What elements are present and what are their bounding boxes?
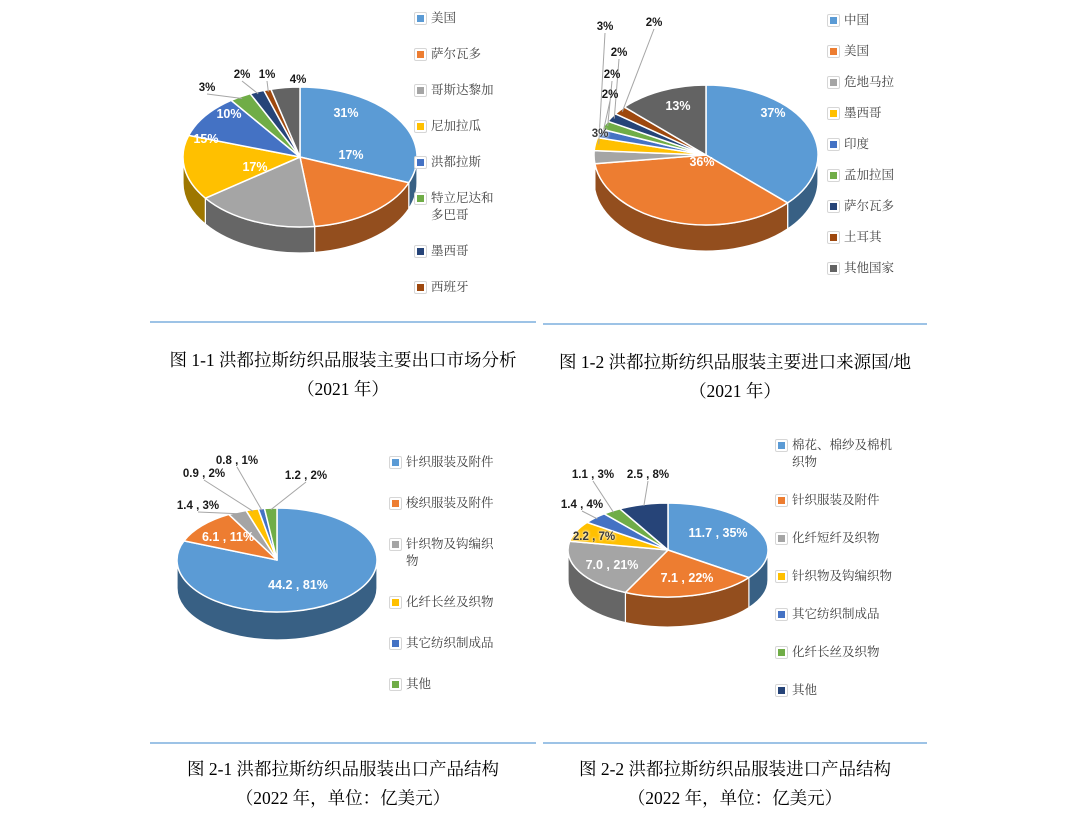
legend-label: 针织服装及附件 [406,455,494,469]
legend-label: 其它纺织制成品 [406,636,494,650]
chart-legend [389,454,498,693]
legend-swatch-icon [389,637,402,650]
pie-data-label: 2.5 , 8% [626,469,670,481]
legend-label: 萨尔瓦多 [431,47,482,61]
pie-data-label: 1.2 , 2% [284,470,328,482]
legend-label: 中国 [844,13,870,27]
pie-data-label: 2% [601,89,619,101]
legend-swatch-icon [827,45,840,58]
label-leader-line [644,481,648,506]
pie-data-label: 2% [610,47,628,59]
pie-data-label: 17% [338,148,364,162]
caption-line-2: （2021 年） [297,379,389,399]
pie-data-label: 7.1 , 22% [660,571,714,585]
legend-swatch-icon [414,12,427,25]
legend-swatch-color [830,172,837,179]
pie-data-label: 6.1 , 11% [201,530,255,544]
legend-swatch-color [830,141,837,148]
legend-item [414,279,497,296]
legend-item [414,190,497,224]
legend-item [775,437,899,471]
pie-data-label: 1% [258,69,276,81]
legend-swatch-icon [389,678,402,691]
legend-swatch-color [778,535,785,542]
legend-swatch-color [778,442,785,449]
legend-label: 特立尼达和多巴哥 [431,191,494,222]
legend-item [827,167,894,184]
chart-legend [775,437,899,699]
legend-item [775,644,899,661]
legend-label: 其他国家 [844,261,895,275]
legend-swatch-color [392,681,399,688]
chart-1-2-import-sources [545,0,937,318]
legend-swatch-color [392,459,399,466]
legend-swatch-color [830,48,837,55]
pie-data-label: 1.4 , 3% [176,500,220,512]
legend-swatch-icon [775,646,788,659]
pie-data-label: 1.4 , 4% [560,499,604,511]
legend-swatch-icon [827,231,840,244]
pie-data-label: 11.7 , 35% [688,526,748,540]
legend-swatch-color [830,79,837,86]
legend-swatch-icon [827,14,840,27]
label-leader-line [271,482,306,510]
legend-swatch-icon [775,608,788,621]
pie-data-label: 36% [689,155,715,169]
legend-swatch-color [417,195,424,202]
legend-label: 哥斯达黎加 [431,83,494,97]
legend-label: 墨西哥 [844,106,882,120]
legend-label: 美国 [844,44,870,58]
legend-swatch-color [830,203,837,210]
legend-swatch-color [392,640,399,647]
caption-line-2: （2022 年，单位：亿美元） [235,788,451,808]
legend-item [827,136,894,153]
pie-data-label: 17% [242,160,268,174]
legend-item [827,43,894,60]
label-leader-line [582,511,597,519]
pie-data-label: 0.8 , 1% [215,455,259,467]
legend-swatch-color [778,497,785,504]
legend-swatch-icon [775,532,788,545]
legend-swatch-color [392,500,399,507]
legend-item [414,10,497,27]
legend-swatch-icon [827,107,840,120]
legend-item [827,105,894,122]
legend-label: 针织服装及附件 [792,493,880,507]
pie-data-label: 10% [216,107,242,121]
legend-label: 化纤短纤及织物 [792,531,880,545]
legend-swatch-icon [775,570,788,583]
legend-item [389,495,498,512]
legend-label: 洪都拉斯 [431,155,482,169]
legend-item [414,118,497,135]
legend-item [775,568,899,585]
legend-label: 土耳其 [844,230,882,244]
legend-swatch-color [417,248,424,255]
label-leader-line [242,81,258,94]
figure-caption-1-2 [543,323,927,402]
legend-swatch-color [778,573,785,580]
legend-swatch-icon [389,596,402,609]
legend-label: 墨西哥 [431,244,469,258]
legend-swatch-color [392,599,399,606]
legend-item [827,12,894,29]
pie-data-label: 15% [193,132,219,146]
legend-label: 化纤长丝及织物 [406,595,494,609]
legend-label: 西班牙 [431,280,469,294]
legend-swatch-icon [414,120,427,133]
pie-data-label: 0.9 , 2% [182,468,226,480]
pie-data-label: 1.1 , 3% [571,469,615,481]
legend-label: 化纤长丝及织物 [792,645,880,659]
legend-swatch-icon [414,48,427,61]
legend-item [389,594,498,611]
legend-swatch-color [392,541,399,548]
caption-line-2: （2021 年） [689,381,781,401]
label-leader-line [207,94,242,99]
legend-swatch-color [417,159,424,166]
legend-item [827,260,894,277]
legend-item [389,454,498,471]
pie-data-label: 44.2 , 81% [268,578,328,592]
label-leader-line [204,480,253,511]
legend-item [414,82,497,99]
caption-line-1: 图 1-2 洪都拉斯纺织品服装主要进口来源国/地 [559,352,911,372]
legend-item [389,536,498,570]
chart-legend [414,10,497,296]
legend-swatch-icon [389,497,402,510]
legend-swatch-icon [414,281,427,294]
label-leader-line [593,481,613,512]
pie-data-label: 4% [289,74,307,86]
legend-swatch-color [417,123,424,130]
legend-swatch-icon [414,156,427,169]
legend-swatch-color [830,17,837,24]
legend-item [414,46,497,63]
legend-label: 印度 [844,137,870,151]
legend-swatch-color [830,234,837,241]
legend-label: 孟加拉国 [844,168,895,182]
legend-label: 针织物及钩编织物 [792,569,893,583]
pie-data-label: 2% [645,17,663,29]
legend-item [827,74,894,91]
legend-swatch-color [417,87,424,94]
legend-label: 梭织服装及附件 [406,496,494,510]
pie-data-label: 2% [603,69,621,81]
legend-item [827,229,894,246]
legend-swatch-color [778,649,785,656]
legend-swatch-color [830,265,837,272]
legend-swatch-color [417,15,424,22]
chart-2-2-import-products [545,420,937,740]
legend-swatch-color [417,51,424,58]
chart-legend [827,12,894,277]
legend-swatch-icon [827,169,840,182]
figure-caption-2-1 [150,742,536,809]
pie-data-label: 3% [596,21,614,33]
figure-caption-1-1 [150,321,536,400]
caption-line-1: 图 2-1 洪都拉斯纺织品服装出口产品结构 [186,759,500,779]
caption-line-1: 图 2-2 洪都拉斯纺织品服装进口产品结构 [578,759,892,779]
pie-data-label: 2.2 , 7% [572,531,616,543]
chart-2-1-export-products [150,420,542,740]
legend-swatch-icon [827,262,840,275]
legend-swatch-color [830,110,837,117]
legend-swatch-color [417,284,424,291]
legend-item [414,243,497,260]
legend-swatch-icon [414,192,427,205]
legend-swatch-icon [389,456,402,469]
caption-line-2: （2022 年，单位：亿美元） [627,788,843,808]
legend-swatch-icon [775,684,788,697]
legend-item [775,682,899,699]
legend-item [775,606,899,623]
figure-caption-2-2 [543,742,927,809]
legend-swatch-icon [827,200,840,213]
caption-line-1: 图 1-1 洪都拉斯纺织品服装主要出口市场分析 [169,350,517,370]
legend-label: 针织物及钩编织物 [406,537,494,568]
legend-item [827,198,894,215]
pie-data-label: 7.0 , 21% [585,558,639,572]
legend-label: 其它纺织制成品 [792,607,880,621]
legend-item [389,635,498,652]
pie-data-label: 37% [760,106,786,120]
legend-label: 其他 [792,683,818,697]
legend-item [775,492,899,509]
legend-swatch-color [778,687,785,694]
pie-data-label: 31% [333,106,359,120]
legend-swatch-icon [414,245,427,258]
legend-label: 萨尔瓦多 [844,199,895,213]
legend-item [389,676,498,693]
pie-data-label: 3% [198,82,216,94]
pie-data-label: 2% [233,69,251,81]
legend-swatch-icon [414,84,427,97]
legend-label: 尼加拉瓜 [431,119,482,133]
legend-label: 棉花、棉纱及棉机织物 [792,438,893,469]
legend-swatch-icon [827,138,840,151]
legend-swatch-icon [389,538,402,551]
legend-swatch-color [778,611,785,618]
legend-label: 美国 [431,11,457,25]
pie-data-label: 3% [591,128,609,140]
legend-swatch-icon [827,76,840,89]
legend-item [414,154,497,171]
legend-label: 危地马拉 [844,75,895,89]
chart-1-1-export-markets [150,0,542,318]
legend-swatch-icon [775,494,788,507]
label-leader-line [614,59,619,119]
legend-item [775,530,899,547]
legend-label: 其他 [406,677,432,691]
pie-data-label: 13% [665,99,691,113]
legend-swatch-icon [775,439,788,452]
